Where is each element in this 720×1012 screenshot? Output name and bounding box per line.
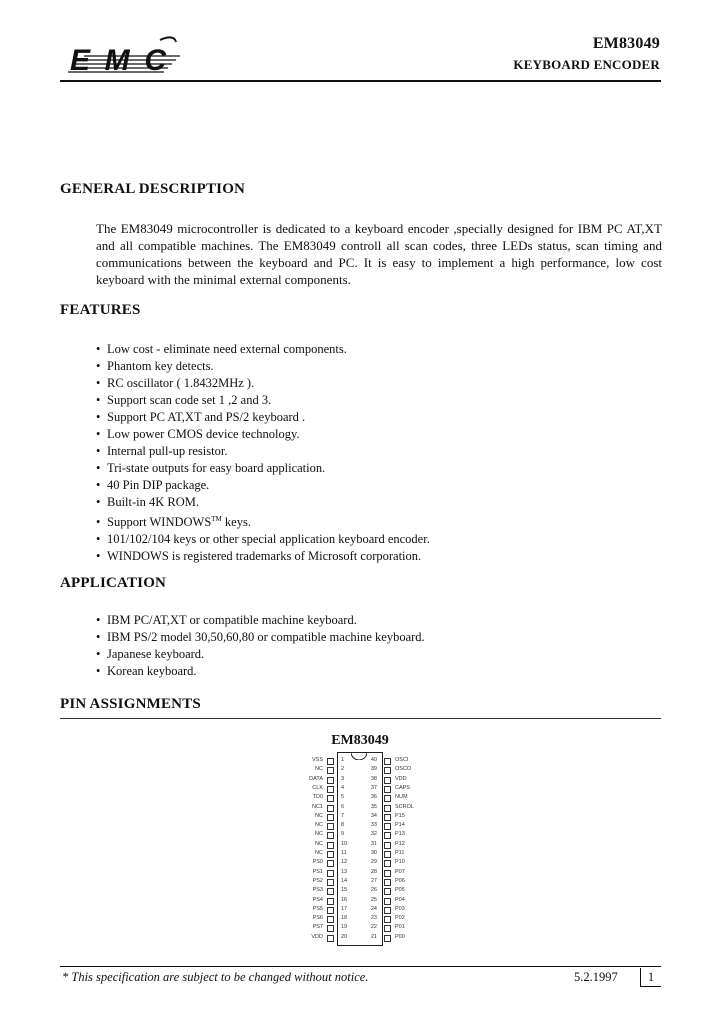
pin-number: 12: [341, 859, 348, 866]
pin-number: 34: [370, 812, 377, 819]
pin-number: 36: [370, 794, 377, 801]
pin-square-icon: [384, 916, 391, 923]
pin-square-icon: [384, 767, 391, 774]
pin-number: 18: [341, 915, 348, 922]
pin-right-row: [370, 933, 428, 942]
list-item: • Tri-state outputs for easy board application.: [96, 461, 326, 475]
pin-square-icon: [327, 851, 334, 858]
pin-left-row: [290, 756, 345, 765]
pin-number: 35: [370, 803, 377, 810]
pin-square-icon: [384, 758, 391, 765]
pin-number: 9: [341, 831, 345, 838]
pin-name: TD0: [312, 794, 323, 801]
pin-square-icon: [384, 870, 391, 877]
pin-number: 32: [370, 831, 377, 838]
pin-number: 38: [370, 775, 377, 782]
pin-assignments-heading: PIN ASSIGNMENTS: [60, 696, 201, 712]
pin-number: 30: [370, 850, 377, 856]
logo-text: EMC: [70, 44, 166, 77]
list-item: • Phantom key detects.: [96, 359, 214, 373]
pin-number: 27: [370, 877, 377, 884]
pin-left-row: [290, 877, 348, 886]
pin-left-row: [290, 821, 345, 830]
features-list: [96, 341, 430, 565]
pin-number: 37: [370, 784, 377, 791]
pin-left-row: [290, 812, 345, 821]
pin-square-icon: [327, 758, 334, 765]
pin-square-icon: [384, 935, 391, 942]
pin-name: VDD: [311, 933, 323, 940]
pin-number: 17: [341, 905, 348, 912]
pin-name: OSCO: [395, 766, 412, 773]
document-subtitle: KEYBOARD ENCODER: [513, 57, 660, 72]
pin-square-icon: [384, 907, 391, 914]
pin-name: CLK: [312, 784, 323, 791]
pin-left-row: [290, 886, 348, 895]
pin-name: NC: [315, 822, 323, 829]
pin-square-icon: [327, 777, 334, 784]
pin-square-icon: [327, 907, 334, 914]
pin-right-row: [370, 821, 428, 830]
pin-number: 14: [341, 877, 348, 884]
list-item: • Japanese keyboard.: [96, 647, 205, 661]
list-item: • IBM PC/AT,XT or compatible machine keyboard.: [96, 613, 357, 627]
pin-square-icon: [327, 870, 334, 877]
pin-name: PS0: [312, 859, 323, 866]
pin-number: 28: [370, 868, 377, 875]
list-item: • Built-in 4K ROM.: [96, 495, 200, 509]
chip-label: EM83049: [331, 733, 389, 748]
pin-number: 5: [341, 794, 345, 801]
pin-left-row: [290, 840, 348, 849]
pin-name: PS7: [312, 924, 323, 931]
list-item: • 101/102/104 keys or other special application keyboard encoder.: [96, 532, 430, 547]
pin-square-icon: [327, 767, 334, 774]
pin-right-row: [370, 923, 428, 932]
pin-name: PS1: [312, 868, 323, 875]
pin-number: 16: [341, 896, 348, 903]
list-item: • Low cost - eliminate need external components.: [96, 342, 347, 356]
pin-right-row: [370, 886, 428, 895]
pin-number: 11: [341, 850, 347, 856]
pin-name: PS4: [312, 896, 323, 903]
pin-name: NC: [315, 766, 323, 773]
pin-right-row: [370, 858, 428, 867]
pin-square-icon: [327, 823, 334, 830]
pin-number: 19: [341, 924, 348, 931]
pin-number: 6: [341, 803, 345, 810]
pin-name: PS3: [312, 887, 323, 894]
pin-square-icon: [384, 795, 391, 802]
pin-right-row: [370, 914, 428, 923]
pin-right-row: [370, 877, 428, 886]
pin-right-row: [370, 840, 428, 849]
pin-square-icon: [327, 879, 334, 886]
pin-name: P05: [395, 887, 405, 894]
pin-left-row: [290, 849, 347, 858]
pin-square-icon: [327, 925, 334, 932]
pin-right-row: [370, 793, 428, 802]
pin-number: 39: [370, 766, 377, 773]
pin-number: 7: [341, 812, 345, 819]
pin-square-icon: [384, 888, 391, 895]
list-item: • Low power CMOS device technology.: [96, 427, 300, 441]
pin-name: P15: [395, 812, 405, 819]
pin-left-row: [290, 933, 348, 942]
pin-number: 33: [370, 822, 377, 829]
pin-square-icon: [384, 832, 391, 839]
pin-square-icon: [384, 814, 391, 821]
pin-left-row: [290, 923, 348, 932]
pin-name: PS5: [312, 905, 323, 912]
pin-number: 4: [341, 784, 345, 791]
pin-left-row: [290, 896, 348, 905]
pin-square-icon: [327, 935, 334, 942]
pin-number: 3: [341, 775, 345, 782]
pin-name: P13: [395, 831, 405, 838]
pin-name: P04: [395, 896, 405, 903]
pin-name: P10: [395, 859, 405, 866]
footer-date: 5.2.1997: [574, 970, 618, 984]
pin-number: 8: [341, 822, 345, 829]
pin-right-row: [370, 803, 428, 812]
pin-name: CAPS: [395, 784, 410, 791]
pin-name: NC: [315, 840, 323, 847]
pin-name: NC: [315, 812, 323, 819]
pin-square-icon: [384, 898, 391, 905]
pin-square-icon: [327, 786, 334, 793]
pin-number: 31: [370, 840, 377, 847]
pin-name: NC1: [311, 803, 323, 810]
pin-left-row: [290, 803, 345, 812]
pin-square-icon: [384, 925, 391, 932]
pin-square-icon: [327, 805, 334, 812]
pin-number: 26: [370, 887, 377, 894]
pin-right-row: [370, 830, 428, 839]
pin-left-row: [290, 830, 345, 839]
application-list: [96, 612, 425, 680]
pin-number: 20: [341, 933, 348, 940]
pin-square-icon: [327, 814, 334, 821]
general-description-text: The EM83049 microcontroller is dedicated to a keyboard encoder ,specially designed for IBM PC AT,XT and all compatible machines. The EM83049 controll all scan codes, three LEDs status, scan timing and communications between the keyboard and PC. It is easy to implement a high performance, low cost keyboard with the minimal external components.: [96, 221, 662, 287]
pin-name: P14: [395, 822, 405, 829]
pin-square-icon: [384, 786, 391, 793]
pin-square-icon: [327, 916, 334, 923]
pin-square-icon: [384, 823, 391, 830]
pin-name: P02: [395, 915, 405, 922]
pin-number: 2: [341, 766, 345, 773]
features-heading: FEATURES: [60, 302, 141, 318]
pin-number: 15: [341, 887, 348, 894]
list-item: • Support WINDOWS™ keys.: [96, 515, 251, 530]
pin-name: DATA: [309, 775, 323, 782]
pin-left-row: [290, 905, 348, 914]
document-title: EM83049: [592, 35, 660, 52]
pin-right-row: [370, 775, 428, 784]
pin-square-icon: [384, 777, 391, 784]
pin-number: 21: [370, 933, 377, 940]
pin-square-icon: [327, 842, 334, 849]
pin-left-row: [290, 868, 348, 877]
pin-name: NC: [315, 831, 323, 838]
list-item: • WINDOWS is registered trademarks of Microsoft corporation.: [96, 549, 422, 564]
pin-right-row: [370, 896, 428, 905]
trademark-mark: TM: [211, 515, 222, 523]
pin-name: SCROL: [395, 803, 414, 810]
pin-right-row: [370, 905, 428, 914]
pin-right-row: [370, 756, 428, 765]
pin-right-row: [370, 849, 428, 858]
pin-left-row: [290, 914, 348, 923]
list-item: • 40 Pin DIP package.: [96, 478, 210, 492]
pin-square-icon: [327, 888, 334, 895]
pin-right-row: [370, 868, 428, 877]
pin-section-divider: [60, 718, 661, 719]
pin-left-row: [290, 784, 345, 793]
list-item: • RC oscillator ( 1.8432MHz ).: [96, 376, 255, 390]
emc-logo: [62, 32, 182, 80]
pin-name: NC: [315, 850, 323, 856]
pin-name: P06: [395, 877, 405, 884]
pin-square-icon: [384, 842, 391, 849]
pin-number: 29: [370, 859, 377, 866]
pin-right-row: [370, 812, 428, 821]
pin-name: P03: [395, 905, 405, 912]
pin-name: NUM: [395, 794, 408, 801]
application-heading: APPLICATION: [60, 575, 167, 591]
list-item: • Support scan code set 1 ,2 and 3.: [96, 393, 272, 407]
list-item: • Internal pull-up resistor.: [96, 444, 228, 458]
pin-number: 22: [370, 924, 377, 931]
list-item: • Korean keyboard.: [96, 664, 197, 678]
general-description-heading: GENERAL DESCRIPTION: [60, 181, 246, 197]
pin-name: P00: [395, 933, 405, 940]
pin-number: 40: [370, 757, 377, 763]
pin-right-row: [370, 765, 428, 774]
pin-name: PS6: [312, 915, 323, 922]
footer-disclaimer: * This specification are subject to be changed without notice.: [62, 970, 369, 984]
pin-name: PS2: [312, 877, 323, 884]
pin-left-row: [290, 858, 348, 867]
page-number: 1: [640, 968, 661, 987]
pin-number: 13: [341, 868, 348, 875]
pin-left-row: [290, 793, 345, 802]
pin-square-icon: [327, 832, 334, 839]
pin-number: 1: [341, 757, 345, 763]
pin-right-row: [370, 784, 428, 793]
pin-square-icon: [327, 795, 334, 802]
pin-name: P07: [395, 868, 405, 875]
list-item: • Support PC AT,XT and PS/2 keyboard .: [96, 410, 306, 424]
pin-number: 25: [370, 896, 377, 903]
pin-square-icon: [384, 879, 391, 886]
pin-number: 10: [341, 840, 348, 847]
pin-number: 23: [370, 915, 377, 922]
pin-name: VDD: [395, 775, 407, 782]
pin-left-row: [290, 765, 345, 774]
pin-name: VSS: [311, 757, 323, 763]
pin-name: P11: [395, 850, 405, 856]
header-divider: [60, 80, 661, 82]
pin-number: 24: [370, 905, 377, 912]
footer-divider: [60, 966, 661, 967]
pin-square-icon: [327, 898, 334, 905]
pin-name: P12: [395, 840, 405, 847]
pin-square-icon: [327, 860, 334, 867]
list-item: • IBM PS/2 model 30,50,60,80 or compatible machine keyboard.: [96, 630, 425, 644]
pin-name: OSCI: [395, 757, 409, 763]
pin-square-icon: [384, 805, 391, 812]
pin-square-icon: [384, 851, 391, 858]
pin-square-icon: [384, 860, 391, 867]
pin-left-row: [290, 775, 345, 784]
pin-name: P01: [395, 924, 405, 931]
